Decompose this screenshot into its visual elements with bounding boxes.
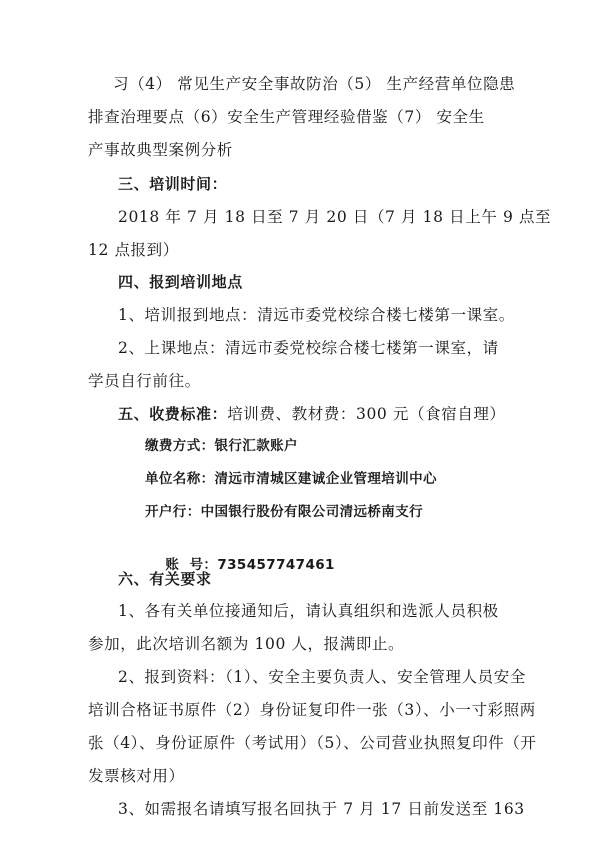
account-label: 账 号：	[165, 557, 218, 573]
training-time-line-1: 2018 年 7 月 18 日至 7 月 20 日（7 月 18 日上午 9 点至	[118, 208, 552, 226]
payment-method-value: 银行汇款账户	[214, 438, 298, 454]
payment-method-line	[145, 436, 298, 456]
section-5-heading: 五、收费标准：	[118, 405, 228, 423]
unit-name-value: 清远市清城区建诚企业管理培训中心	[214, 471, 437, 487]
class-location-line-1: 2、上课地点：清远市委党校综合楼七楼第一课室，请	[118, 339, 499, 357]
requirement-2-line-4: 发票核对用）	[88, 767, 185, 785]
continuation-line-1: 习（4） 常见生产安全事故防治（5） 生产经营单位隐患	[113, 75, 516, 93]
continuation-line-2: 排查治理要点（6）安全生产管理经验借鉴（7） 安全生	[88, 108, 485, 126]
class-location-line-2: 学员自行前往。	[88, 372, 201, 390]
continuation-line-3: 产事故典型案例分析	[88, 141, 233, 159]
registration-location-item: 1、培训报到地点：清远市委党校综合楼七楼第一课室。	[118, 306, 515, 324]
unit-name-line	[145, 469, 437, 489]
section-3-heading: 三、培训时间：	[118, 175, 228, 193]
section-6-heading: 六、有关要求	[118, 570, 212, 588]
requirement-2-line-2: 培训合格证书原件（2）身份证复印件一张（3）、小一寸彩照两	[88, 701, 536, 719]
section-4-heading: 四、报到培训地点	[118, 273, 243, 291]
requirement-1-line-1: 1、各有关单位接通知后，请认真组织和选派人员积极	[118, 602, 499, 620]
requirement-3-line-1: 3、如需报名请填写报名回执于 7 月 17 日前发送至 163	[118, 800, 525, 818]
fee-text: 培训费、教材费：300 元（食宿自理）	[227, 405, 506, 423]
bank-label: 开户行：	[145, 504, 201, 520]
requirement-2-line-3: 张（4）、身份证原件（考试用）（5）、公司营业执照复印件（开	[88, 734, 537, 752]
bank-value: 中国银行股份有限公司清远桥南支行	[200, 504, 424, 520]
unit-name-label: 单位名称：	[145, 471, 215, 487]
bank-line	[145, 502, 423, 522]
requirement-1-line-2: 参加，此次培训名额为 100 人，报满即止。	[88, 635, 405, 653]
fee-standard-line	[118, 404, 506, 424]
training-time-line-2: 12 点报到）	[88, 241, 179, 259]
requirement-2-line-1: 2、报到资料：（1）、安全主要负责人、安全管理人员安全	[118, 668, 526, 686]
payment-method-label: 缴费方式：	[145, 438, 215, 454]
account-value: 735457747461	[217, 557, 335, 573]
